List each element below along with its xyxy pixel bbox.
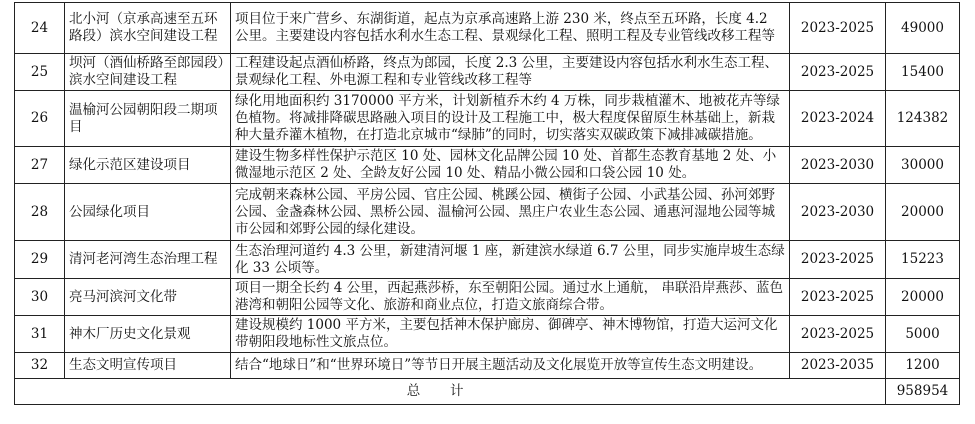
project-name: 神木厂历史文化景观	[65, 316, 231, 353]
total-label: 总计	[15, 379, 886, 405]
total-row	[15, 379, 960, 405]
project-period: 2023-2024	[790, 91, 886, 147]
project-content: 建设生物多样性保护示范区 10 处、园林文化品牌公园 10 处、首都生态教育基地 2 处、小微湿地示范区 2 处、全龄友好公园 10 处、精品小微公园和口袋公园 10 处。	[231, 147, 790, 184]
total-investment: 958954	[886, 379, 960, 405]
table-body	[15, 3, 960, 405]
project-content: 项目位于来广营乡、东湖街道，起点为京承高速路上游 230 米，终点至五环路，长度 4.2 公里。主要建设内容包括水利水生态工程、景观绿化工程、照明工程及专业管线改移工程等	[231, 3, 790, 54]
row-number: 30	[15, 279, 65, 316]
project-name: 北小河（京承高速至五环路段）滨水空间建设工程	[65, 3, 231, 54]
project-content: 结合“地球日”和“世界环境日”等节日开展主题活动及文化展览开放等宣传生态文明建设。	[231, 353, 790, 379]
project-period: 2023-2025	[790, 241, 886, 279]
row-number: 29	[15, 241, 65, 279]
project-content: 绿化用地面积约 3170000 平方米，计划新植乔木约 4 万株，同步栽植灌木、地被花卉等绿色植物。将减排降碳思路融入项目的设计及工程施工中，极大程度保留原生林基础上，新栽种大量乔灌木植物，在打造北京城市“绿肺”的同时，切实落实双碳政策下减排减碳措施。	[231, 91, 790, 147]
project-investment: 20000	[886, 184, 960, 241]
project-investment: 20000	[886, 279, 960, 316]
project-investment: 30000	[886, 147, 960, 184]
project-period: 2023-2030	[790, 147, 886, 184]
table-row	[15, 147, 960, 184]
project-content: 建设规模约 1000 平方米，主要包括神木保护廊房、御碑亭、神木博物馆，打造大运河文化带朝阳段地标性文旅点位。	[231, 316, 790, 353]
row-number: 32	[15, 353, 65, 379]
table-row	[15, 184, 960, 241]
project-period: 2023-2030	[790, 184, 886, 241]
project-period: 2023-2025	[790, 3, 886, 54]
row-number: 24	[15, 3, 65, 54]
project-name: 坝河（酒仙桥路至郎园段）滨水空间建设工程	[65, 54, 231, 91]
project-content: 项目一期全长约 4 公里，西起燕莎桥，东至朝阳公园。通过水上通航， 串联沿岸燕莎、蓝色港湾和朝阳公园等文化、旅游和商业点位，打造文旅商综合带。	[231, 279, 790, 316]
table-row	[15, 279, 960, 316]
table-row	[15, 316, 960, 353]
project-period: 2023-2035	[790, 353, 886, 379]
table-row	[15, 54, 960, 91]
project-name: 亮马河滨河文化带	[65, 279, 231, 316]
project-period: 2023-2025	[790, 54, 886, 91]
table-row	[15, 241, 960, 279]
project-period: 2023-2025	[790, 316, 886, 353]
project-investment: 49000	[886, 3, 960, 54]
project-investment: 15400	[886, 54, 960, 91]
project-content: 完成朝来森林公园、平房公园、官庄公园、桃蹊公园、横街子公园、小武基公园、孙河郊野公园、金盏森林公园、黑桥公园、温榆河公园、黑庄户农业生态公园、通惠河湿地公园等城市公园和郊野公园的绿化建设。	[231, 184, 790, 241]
project-period: 2023-2025	[790, 279, 886, 316]
row-number: 31	[15, 316, 65, 353]
row-number: 25	[15, 54, 65, 91]
row-number: 28	[15, 184, 65, 241]
table-row	[15, 353, 960, 379]
project-table	[14, 2, 960, 405]
project-investment: 15223	[886, 241, 960, 279]
project-investment: 1200	[886, 353, 960, 379]
project-name: 绿化示范区建设项目	[65, 147, 231, 184]
table-row	[15, 3, 960, 54]
project-investment: 5000	[886, 316, 960, 353]
project-name: 清河老河湾生态治理工程	[65, 241, 231, 279]
project-name: 温榆河公园朝阳段二期项目	[65, 91, 231, 147]
project-content: 生态治理河道约 4.3 公里，新建清河堰 1 座，新建滨水绿道 6.7 公里，同步实施岸坡生态绿化 33 公顷等。	[231, 241, 790, 279]
project-content: 工程建设起点酒仙桥路，终点为郎园，长度 2.3 公里，主要建设内容包括水利水生态工程、景观绿化工程、外电源工程和专业管线改移工程等	[231, 54, 790, 91]
project-name: 生态文明宣传项目	[65, 353, 231, 379]
project-name: 公园绿化项目	[65, 184, 231, 241]
project-investment: 124382	[886, 91, 960, 147]
row-number: 26	[15, 91, 65, 147]
row-number: 27	[15, 147, 65, 184]
table-row	[15, 91, 960, 147]
